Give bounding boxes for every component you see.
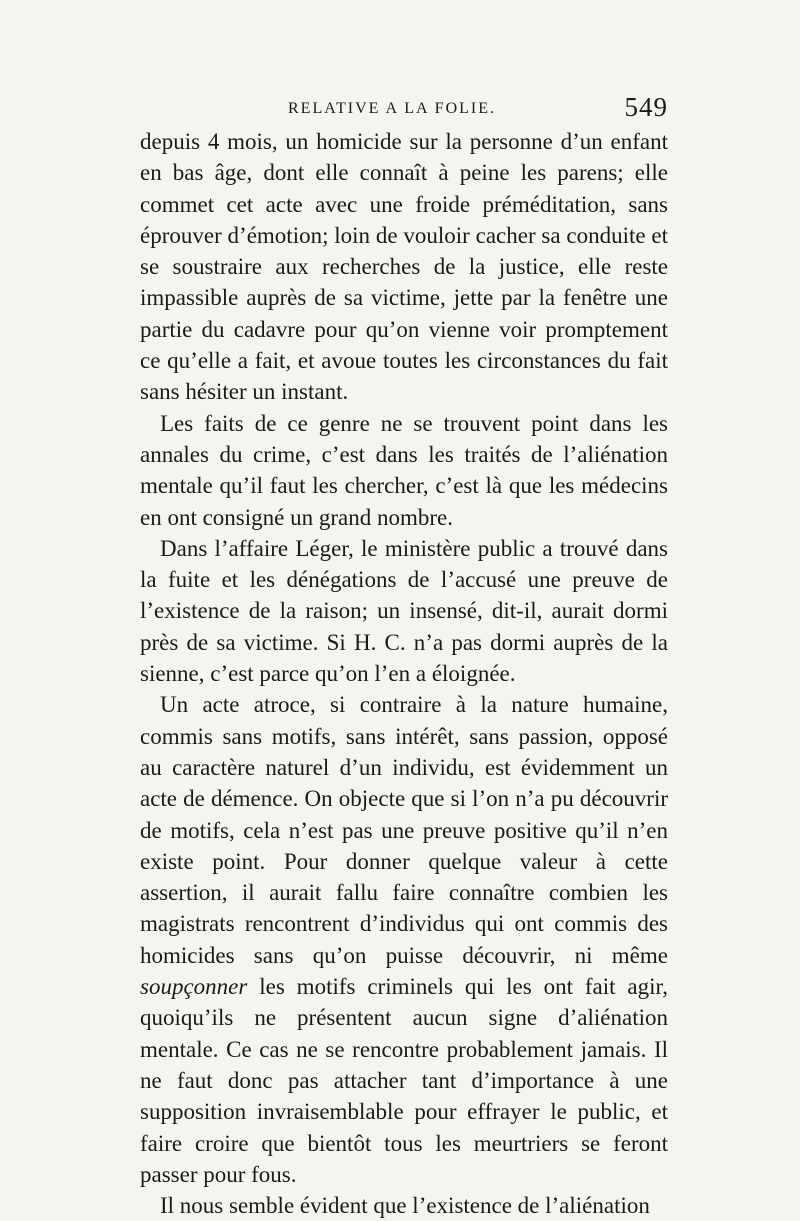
paragraph-text-after: les motifs criminels qui les ont fait agir, quoiqu’ils ne présentent aucun signe d’aliénation mentale. Ce cas ne se rencontre probablement jamais. Il ne faut donc pas attacher tant d’importance à une supposition invraisemblable pour effrayer le public, et faire croire que bientôt tous les meurtriers se feront passer pour fous. — [140, 974, 668, 1187]
paragraph-acte-atroce — [140, 689, 668, 1190]
body-text — [140, 126, 668, 1221]
emphasized-word: soupçonner — [140, 974, 248, 1000]
header-title: RELATIVE A LA FOLIE. — [288, 100, 496, 117]
page-number: 549 — [624, 92, 668, 122]
paragraph-annales: Les faits de ce genre ne se trouvent point dans les annales du crime, c’est dans les traités de l’aliénation mentale qu’il faut les chercher, c’est là que les médecins en ont consigné un grand nombre. — [140, 410, 668, 530]
paragraph-text-before: Un acte atroce, si contraire à la nature humaine, commis sans motifs, sans intérêt, sans passion, opposé au caractère naturel d’un individu, est évidemment un acte de démence. On objecte que si l’on n’a pu découvrir de motifs, cela n’est pas une preuve positive qu’il n’en existe point. Pour donner quelque valeur à cette assertion, il aurait fallu faire connaître combien les magistrats rencontrent d’individus qui ont commis des homicides sans qu’on puisse découvrir, ni même — [140, 692, 668, 968]
running-head — [140, 92, 680, 126]
paragraph-continuation: depuis 4 mois, un homicide sur la personne d’un enfant en bas âge, dont elle connaît à peine les parens; elle commet cet acte avec une froide préméditation, sans éprouver d’émotion; loin de vouloir cacher sa conduite et se soustraire aux recherches de la justice, elle reste impassible auprès de sa victime, jette par la fenêtre une partie du cadavre pour qu’on vienne voir promptement ce qu’elle a fait, et avoue toutes les circonstances du fait sans hésiter un instant. — [140, 129, 668, 405]
paragraph-final: Il nous semble évident que l’existence de l’aliénation — [160, 1193, 650, 1219]
paragraph-affaire-leger: Dans l’affaire Léger, le ministère public a trouvé dans la fuite et les dénégations de l’accusé une preuve de l’existence de la raison; un insensé, dit-il, aurait dormi près de sa victime. Si H. C. n’a pas dormi auprès de la sienne, c’est parce qu’on l’en a éloignée. — [140, 535, 668, 687]
